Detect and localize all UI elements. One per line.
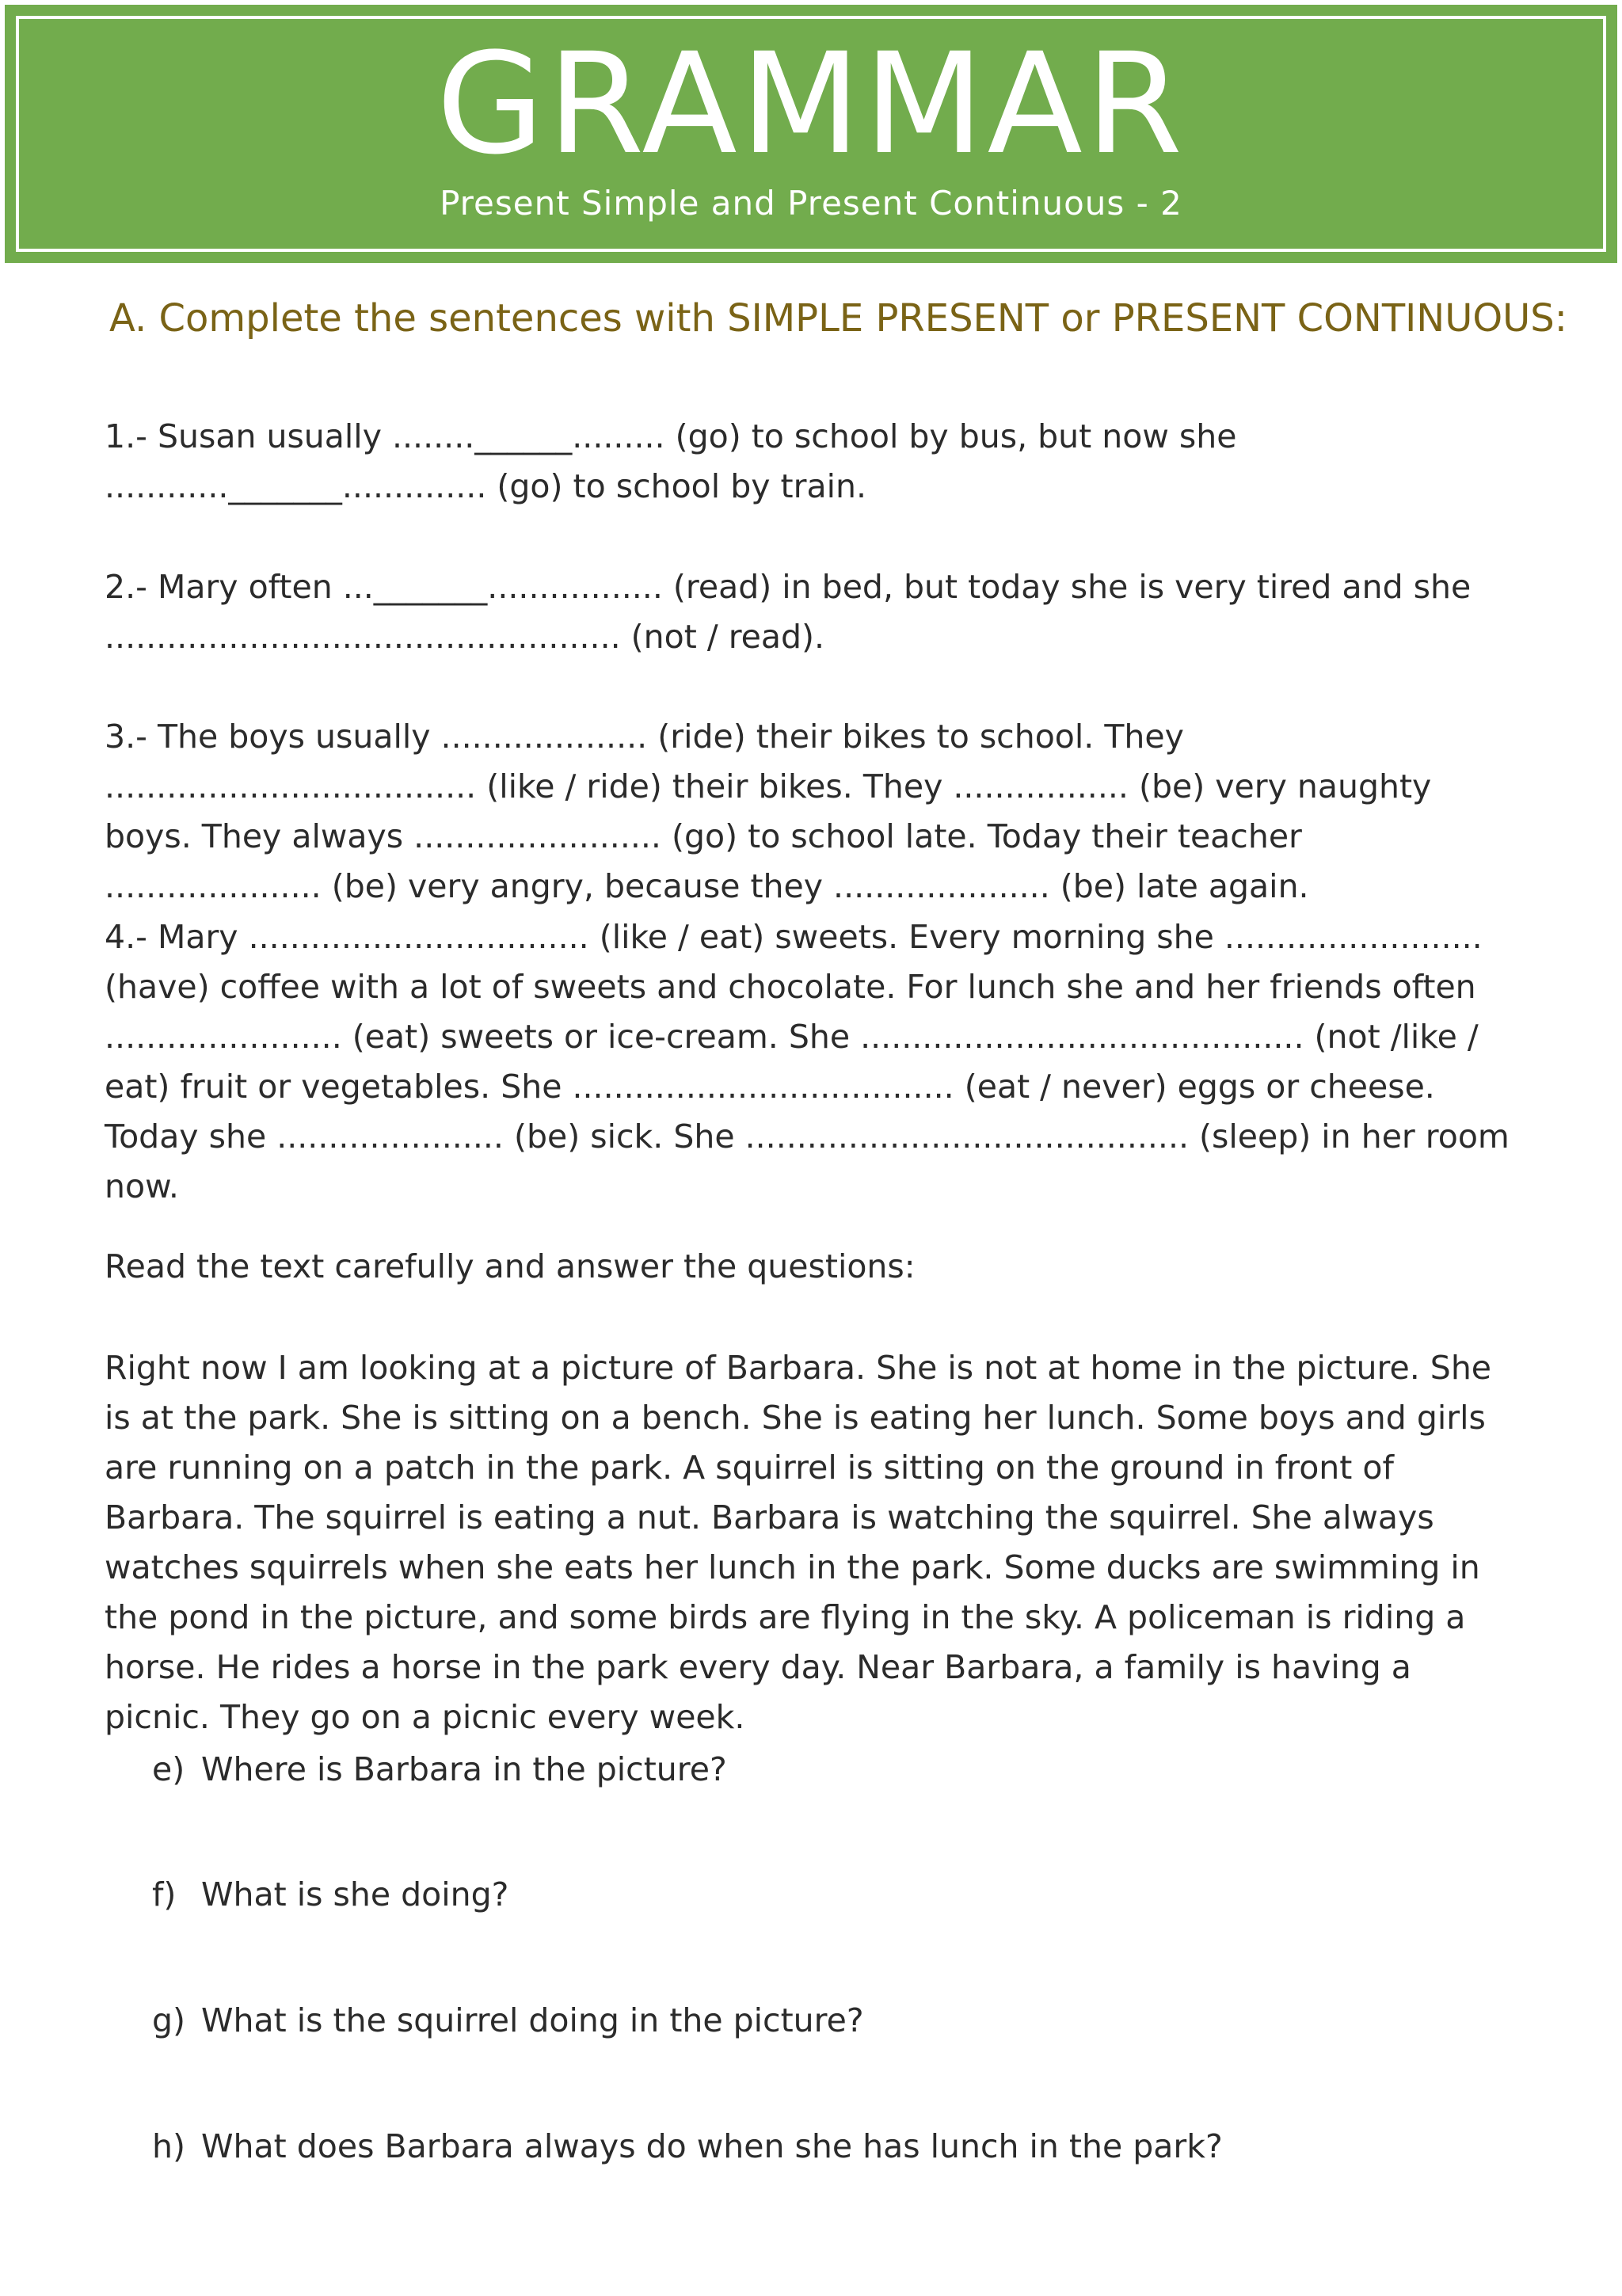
- reading-passage: Right now I am looking at a picture of Barbara. She is not at home in the picture. She is at the park. She is sitting on a bench. She is eating her lunch. Some boys and girls are running on a patch in the park. A squirrel is sitting on the ground in front of Barbara. The squirrel is eating a nut. Barbara is watching the squirrel. She always watches squirrels when she eats her lunch in the park. Some ducks are swimming in the pond in the picture, and some birds are flying in the sky. A policeman is riding a horse. He rides a horse in the park every day. Near Barbara, a family is having a picnic. They go on a picnic every week.: [105, 1349, 1492, 1736]
- exercise-item-3: 3.- The boys usually .................... (ride) their bikes to school. They .................................... (like / ride) their bikes. They ................. (be) very naughty boys. They always ........................ (go) to school late. Today their teacher ..................... (be) very angry, because they ..................... (be) late again.: [105, 718, 1432, 905]
- page-title: GRAMMAR: [436, 23, 1186, 185]
- question-text: What is the squirrel doing in the picture?: [201, 2001, 864, 2039]
- exercise-item-4: 4.- Mary ................................. (like / eat) sweets. Every morning she .........................(have) coffee with a lot of sweets and chocolate. For lunch she and her friends often ....................... (eat) sweets or ice-cream. She ........................................... (not /like / eat) fruit or vegetables. She ..................................... (eat / never) eggs or cheese. Today she ...................... (be) sick. She ........................................... (sleep) in her room now.: [105, 918, 1510, 1205]
- question-letter: f): [152, 1875, 177, 1913]
- section-a-heading: A. Complete the sentences with SIMPLE PRESENT or PRESENT CONTINUOUS:: [109, 296, 1567, 341]
- question-e: [152, 1746, 1498, 1793]
- question-letter: e): [152, 1750, 185, 1788]
- question-text: What is she doing?: [201, 1875, 509, 1913]
- exercise-item-2: 2.- Mary often ..._______................. (read) in bed, but today she is very tired and she .................................................. (not / read).: [105, 568, 1472, 656]
- question-h: [152, 2123, 1498, 2170]
- title-banner: [5, 5, 1617, 263]
- question-text: What does Barbara always do when she has lunch in the park?: [201, 2127, 1223, 2165]
- question-text: Where is Barbara in the picture?: [201, 1750, 727, 1788]
- question-f: [152, 1871, 1498, 1918]
- question-letter: h): [152, 2127, 185, 2165]
- exercise-item-1: 1.- Susan usually ........______......... (go) to school by bus, but now she ............_______.............. (go) to school by train.: [105, 417, 1237, 505]
- question-g: [152, 1997, 1498, 2044]
- page-subtitle: Present Simple and Present Continuous - 2: [440, 184, 1182, 223]
- reading-instruction: Read the text carefully and answer the questions:: [105, 1247, 916, 1285]
- question-letter: g): [152, 2001, 186, 2039]
